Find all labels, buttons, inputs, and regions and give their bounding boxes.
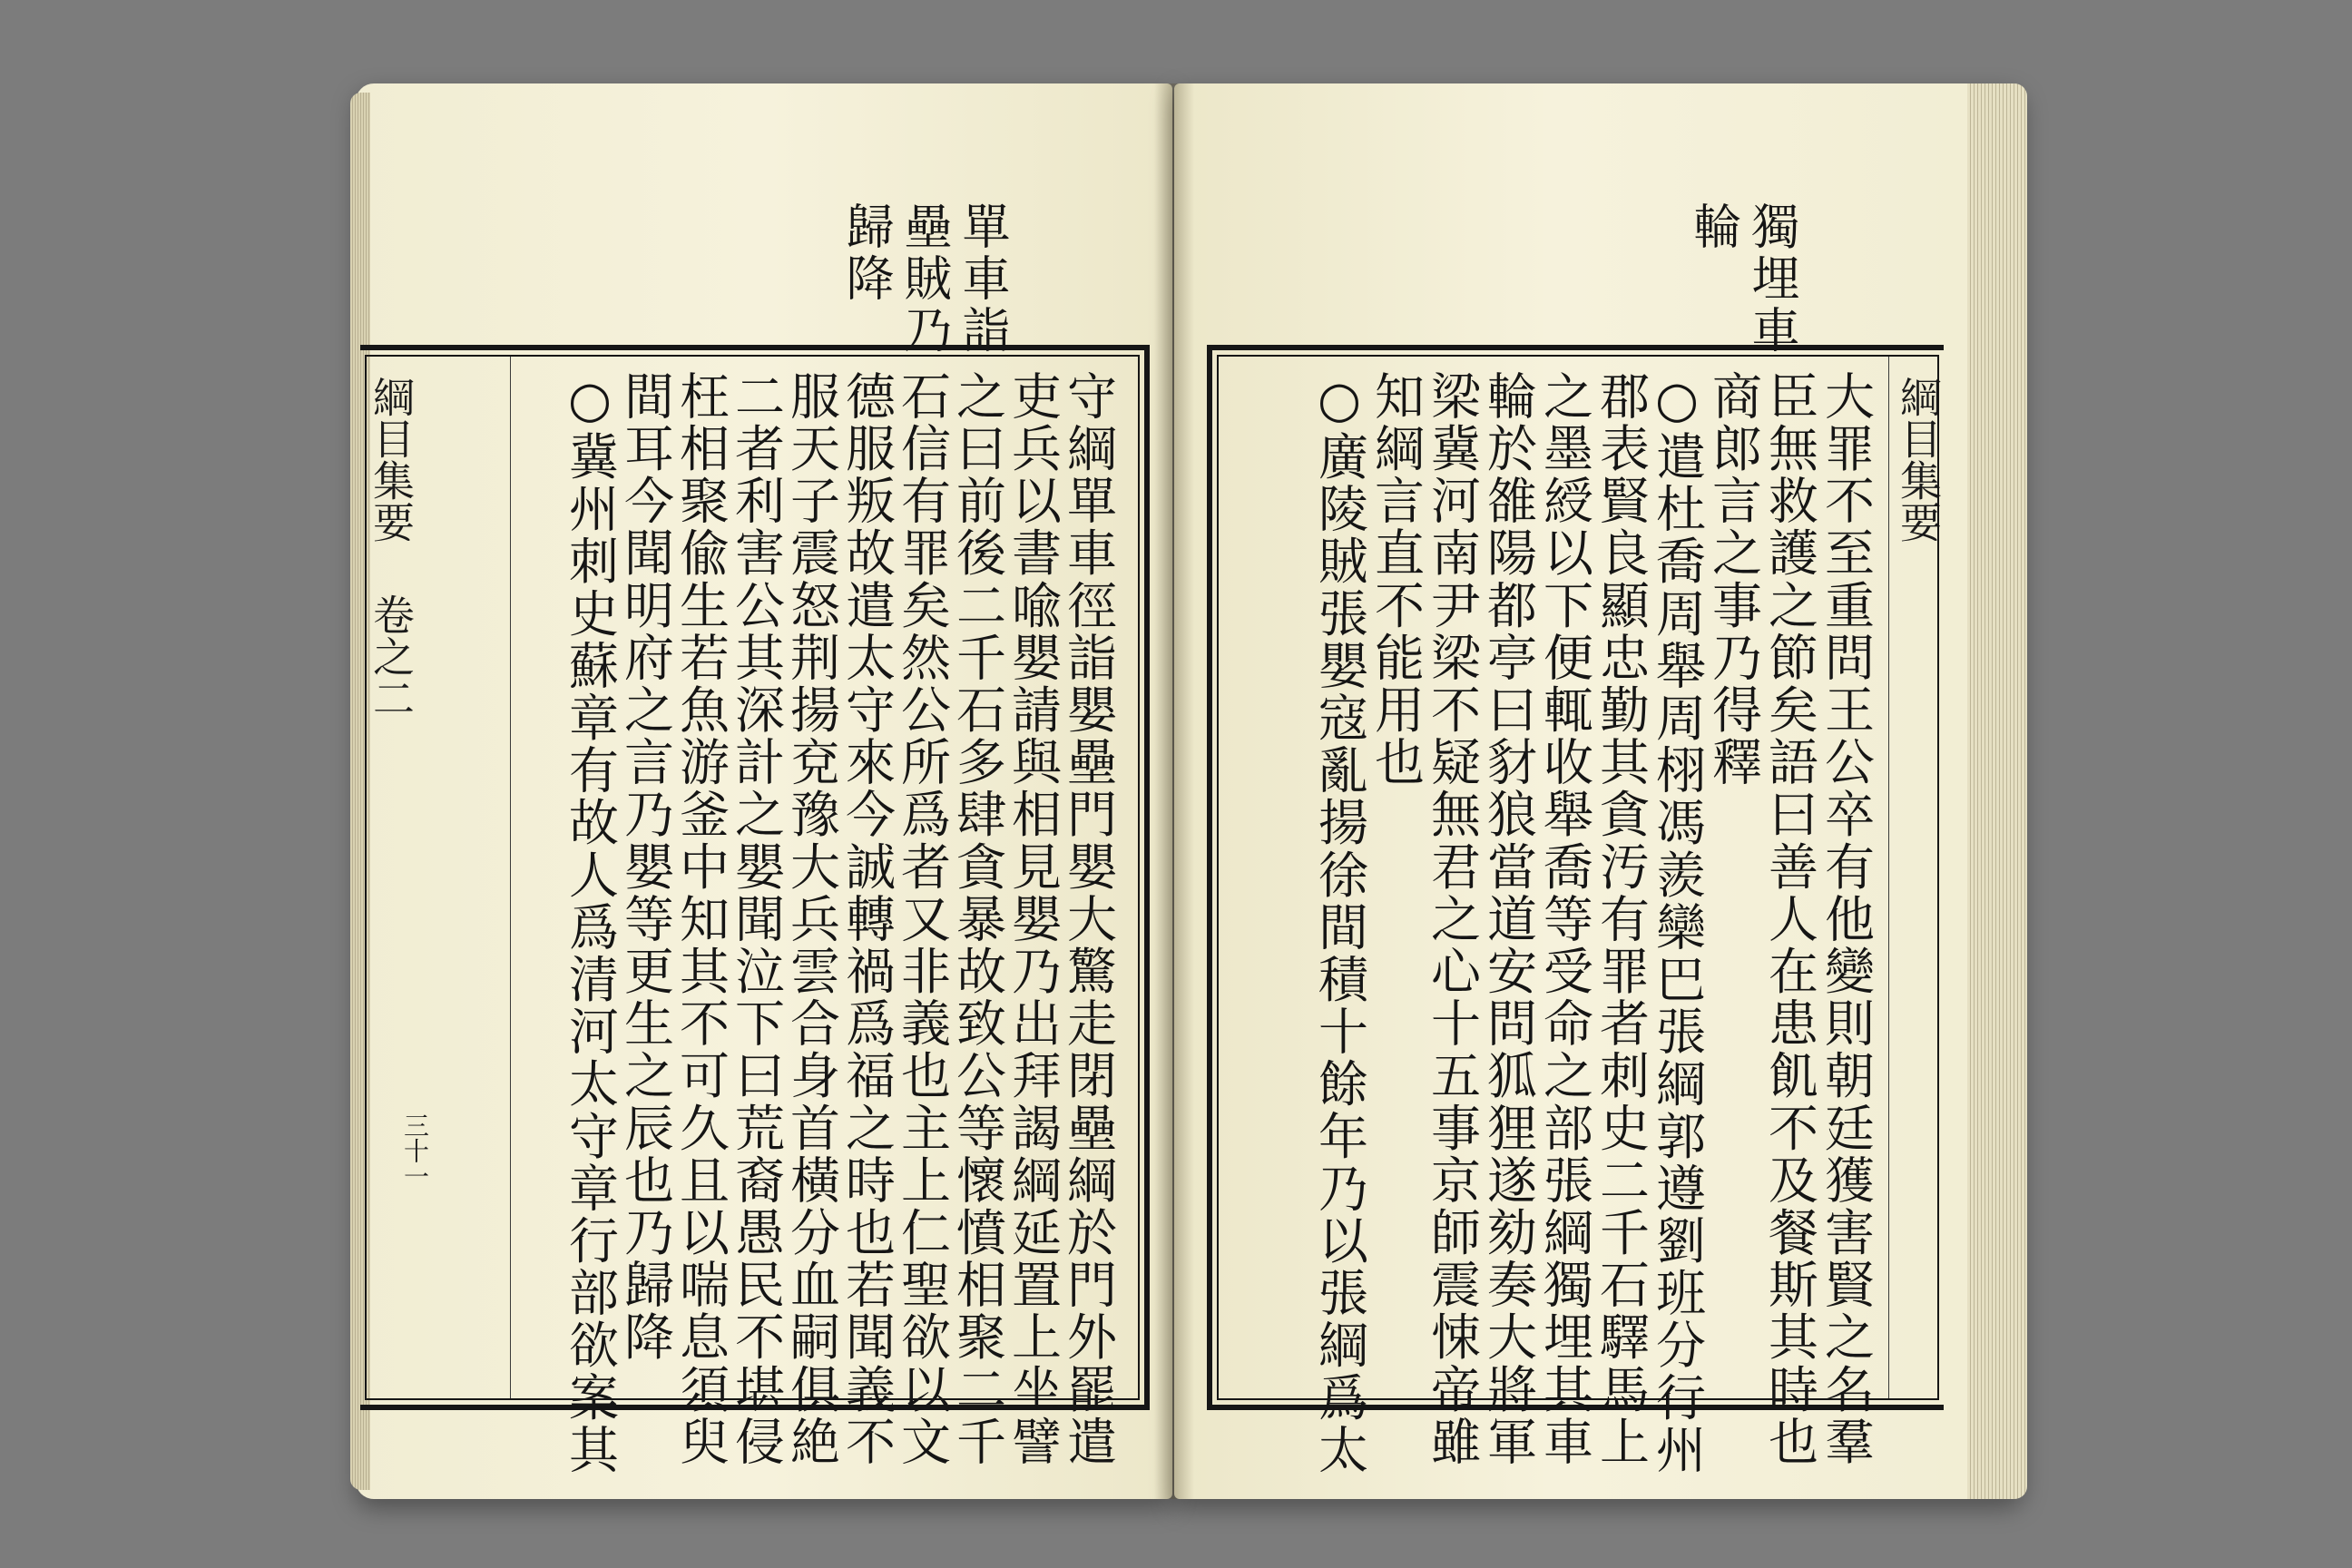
right-column-4: ○遣杜喬周舉周栩馮羨欒巴張綱郭遵劉班分行州 (1648, 370, 1706, 1476)
right-banxin-rule (1888, 356, 1889, 1399)
right-text-frame (1207, 345, 1944, 1476)
right-head-note-2: 輪 (1686, 201, 1741, 253)
right-column-9: 知綱言直不能用也 (1367, 370, 1425, 789)
left-column-9: 間耳今聞明府之言乃嬰等更生之辰也乃歸降 (616, 370, 674, 1364)
left-column-7: 二者利害公其深計之嬰聞泣下曰荒裔愚民不堪侵 (727, 370, 785, 1468)
open-book (356, 83, 2024, 1499)
right-column-7: 輪於雒陽都亭曰豺狼當道安問狐狸遂劾奏大將軍 (1479, 370, 1537, 1468)
right-column-10: ○廣陵賊張嬰寇亂揚徐間積十餘年乃以張綱爲太 (1310, 370, 1368, 1476)
right-head-note-1: 獨埋車 (1744, 201, 1799, 357)
right-column-3: 商郎言之事乃得釋 (1704, 370, 1762, 789)
left-banxin-volume: 卷之二 (367, 593, 416, 719)
left-folio-number: 三十一 (400, 1112, 430, 1189)
right-column-5: 郡表賢良顯忠勤其貪汚有罪者刺史二千石驛馬上 (1592, 370, 1650, 1468)
left-page (356, 83, 1172, 1499)
left-column-10: ○冀州刺史蘇章有故人爲清河太守章行部欲案其 (561, 370, 619, 1476)
left-text-frame (360, 345, 1150, 1476)
left-column-1: 守綱單車徑詣嬰壘門嬰大驚走閉壘綱於門外罷遣 (1059, 370, 1117, 1468)
left-banxin-rule (510, 356, 511, 1399)
right-column-8: 梁冀河南尹梁不疑無君之心十五事京師震悚帝雖 (1423, 370, 1481, 1468)
right-column-2: 臣無救護之節矣語曰善人在患飢不及餐斯其時也 (1760, 370, 1818, 1468)
right-column-1: 大罪不至重問王公卒有他變則朝廷獲害賢之名羣 (1817, 370, 1875, 1468)
left-head-note-2: 壘賊乃 (897, 201, 952, 357)
left-column-3: 之曰前後二千石多肆貪暴故致公等懷憤相聚二千 (948, 370, 1006, 1468)
left-head-note-3: 歸降 (838, 201, 894, 305)
right-page-edge (1967, 83, 2027, 1499)
left-column-6: 服天子震怒荆揚兗豫大兵雲合身首橫分血嗣俱絶 (782, 370, 840, 1468)
left-column-8: 枉相聚偸生若魚游釜中知其不可久且以喘息須臾 (671, 370, 730, 1468)
left-column-4: 石信有罪矣然公所爲者又非義也主上仁聖欲以文 (893, 370, 951, 1468)
left-banxin-title: 綱目集要 (367, 376, 416, 543)
left-column-2: 吏兵以書喩嬰請與相見嬰乃出拜謁綱延置上坐譬 (1004, 370, 1062, 1468)
book-gutter (1154, 83, 1194, 1499)
right-column-6: 之墨綬以下便輒收舉喬等受命之部張綱獨埋其車 (1535, 370, 1593, 1468)
left-head-note-1: 單車詣 (955, 201, 1010, 357)
right-banxin-title: 綱目集要 (1894, 376, 1943, 543)
left-column-5: 德服叛故遣太守來今誠轉禍爲福之時也若聞義不 (838, 370, 896, 1468)
